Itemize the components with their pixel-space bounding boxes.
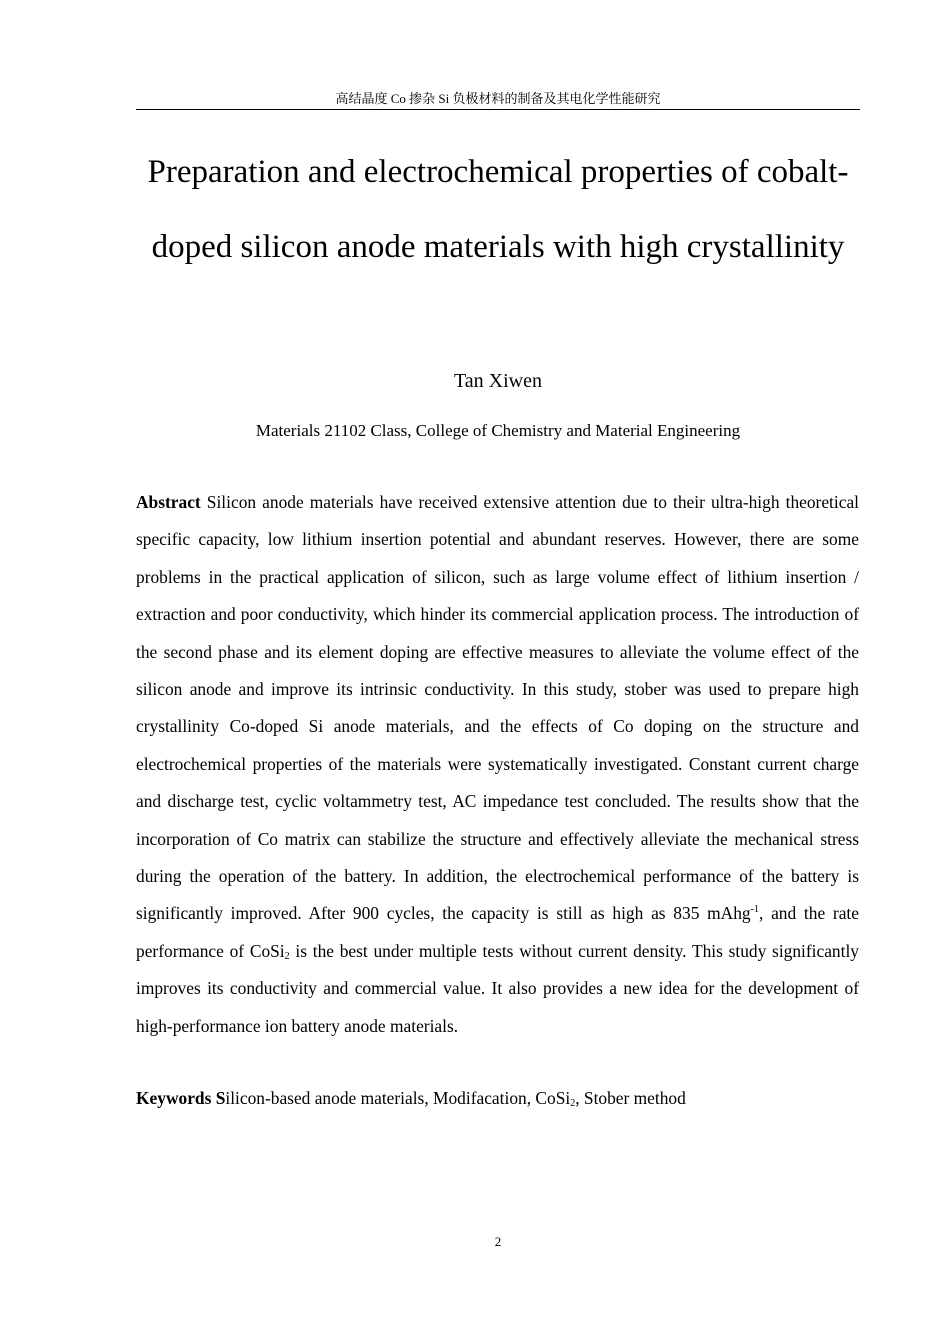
paper-title: Preparation and electrochemical properties of cobalt-doped silicon anode materials with high crystallinity <box>147 154 849 265</box>
author-name: Tan Xiwen <box>453 370 543 392</box>
page-number: 2 <box>494 1234 502 1249</box>
abstract-text-part-3: is the best under multiple tests without current density. This study significantly improves its conductivity and commercial value. It also provides a new idea for the development of high-performance ion battery anode materials. <box>136 940 859 1036</box>
abstract-text-part-1: Silicon anode materials have received extensive attention due to their ultra-high theoretical specific capacity, low lithium insertion potential and abundant reserves. However, there are some problems in the practical application of silicon, such as large volume effect of lithium insertion / extraction and poor conductivity, which hinder its commercial application process. The introduction of the second phase and its element doping are effective measures to alleviate the volume effect of the silicon anode and improve its intrinsic conductivity. In this study, stober was used to prepare high crystallinity Co-doped Si anode materials, and the effects of Co doping on the structure and electrochemical properties of the materials were systematically investigated. Constant current charge and discharge test, cyclic voltammetry test, AC impedance test concluded. The results show that the incorporation of Co matrix can stabilize the structure and effectively alleviate the mechanical stress during the operation of the battery. In addition, the electrochemical performance of the battery is significantly improved. After 900 cycles, the capacity is still as high as 835 mAhg <box>136 492 859 924</box>
keywords-text-part-1: ilicon-based anode materials, Modifacation, CoSi <box>225 1088 571 1108</box>
keywords-label: Keywords S <box>136 1088 226 1108</box>
keywords-subscript: 2 <box>570 1098 576 1109</box>
abstract-paragraph <box>136 484 859 1045</box>
abstract-subscript: 2 <box>284 950 290 962</box>
running-header: 高结晶度 Co 掺杂 Si 负极材料的制备及其电化学性能研究 <box>136 90 860 110</box>
keywords-text-part-2: , Stober method <box>575 1088 686 1108</box>
keywords-line <box>136 1084 859 1112</box>
abstract-superscript: -1 <box>750 904 759 916</box>
abstract-label: Abstract <box>136 492 201 512</box>
author-affiliation: Materials 21102 Class, College of Chemistry and Material Engineering <box>255 421 741 440</box>
abstract-text-part-2: , and the rate performance of CoSi <box>136 903 859 961</box>
